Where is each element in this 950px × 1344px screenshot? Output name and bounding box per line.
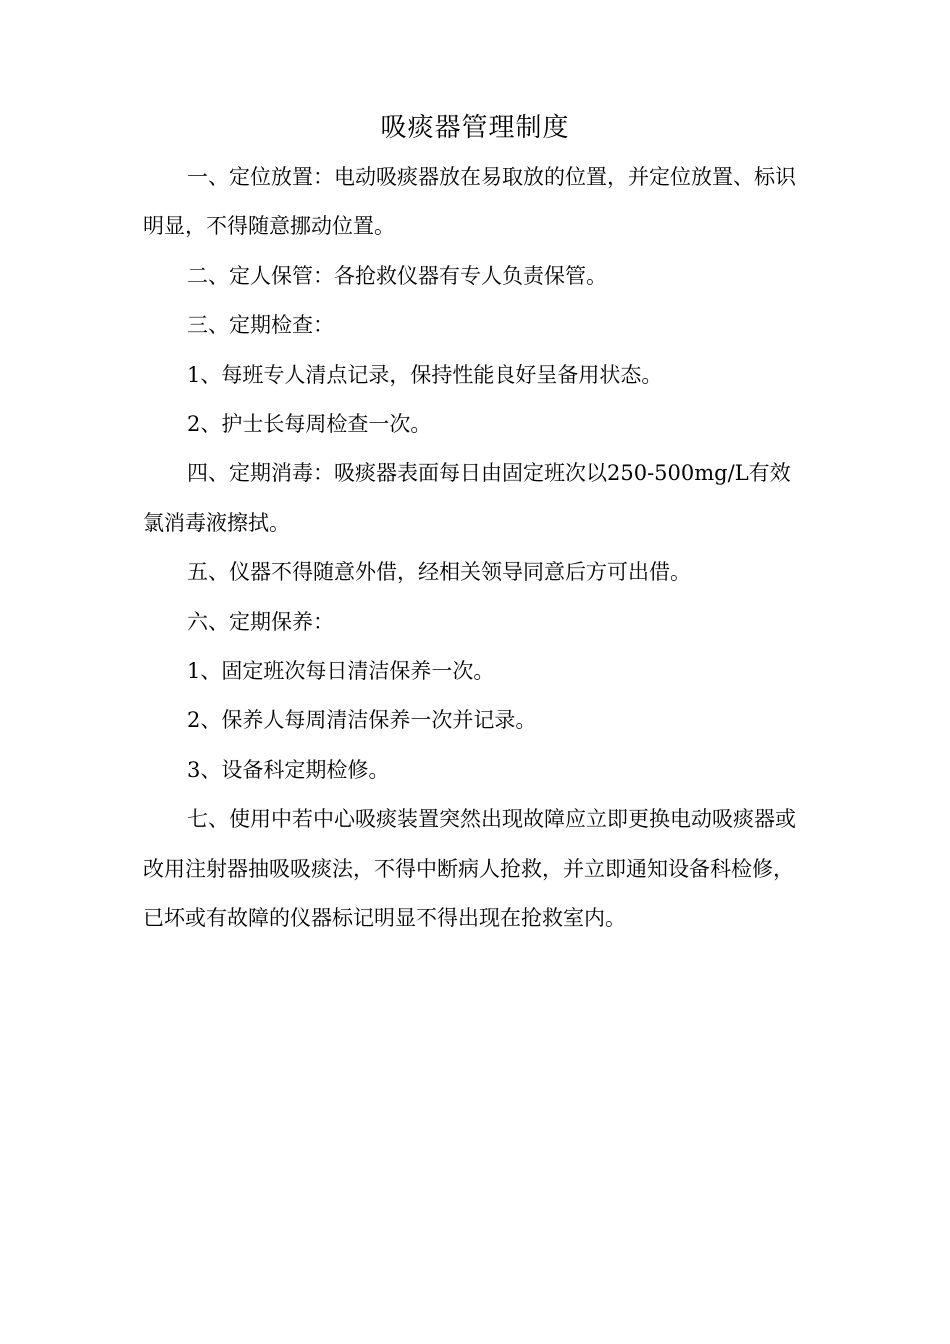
- paragraph-maintenance-item-2: 2、保养人每周清洁保养一次并记录。: [187, 708, 537, 733]
- paragraph-positioning: 一、定位放置：电动吸痰器放在易取放的位置，并定位放置、标识明显，不得随意挪动位置。: [143, 165, 796, 239]
- paragraph-failure-handling: 七、使用中若中心吸痰装置突然出现故障应立即更换电动吸痰器或改用注射器抽吸吸痰法，不得中断病人抢救，并立即通知设备科检修，已坏或有故障的仪器标记明显不得出现在抢救室内。: [143, 807, 796, 931]
- paragraph-inspection-item-2: 2、护士长每周检查一次。: [187, 412, 432, 437]
- paragraph-disinfection: 四、定期消毒：吸痰器表面每日由固定班次以250-500mg/L有效氯消毒液擦拭。: [143, 461, 791, 535]
- paragraph-maintenance-item-1: 1、固定班次每日清洁保养一次。: [187, 659, 495, 684]
- paragraph-maintenance-heading: 六、定期保养：: [187, 609, 334, 634]
- paragraph-custody: 二、定人保管：各抢救仪器有专人负责保管。: [187, 263, 607, 288]
- paragraph-maintenance-item-3: 3、设备科定期检修。: [187, 757, 390, 782]
- document-title: 吸痰器管理制度: [380, 113, 570, 143]
- paragraph-inspection-heading: 三、定期检查：: [187, 313, 334, 338]
- paragraph-inspection-item-1: 1、每班专人清点记录，保持性能良好呈备用状态。: [187, 362, 663, 387]
- document-body: [143, 153, 798, 944]
- paragraph-lending: 五、仪器不得随意外借，经相关领导同意后方可出借。: [187, 560, 691, 585]
